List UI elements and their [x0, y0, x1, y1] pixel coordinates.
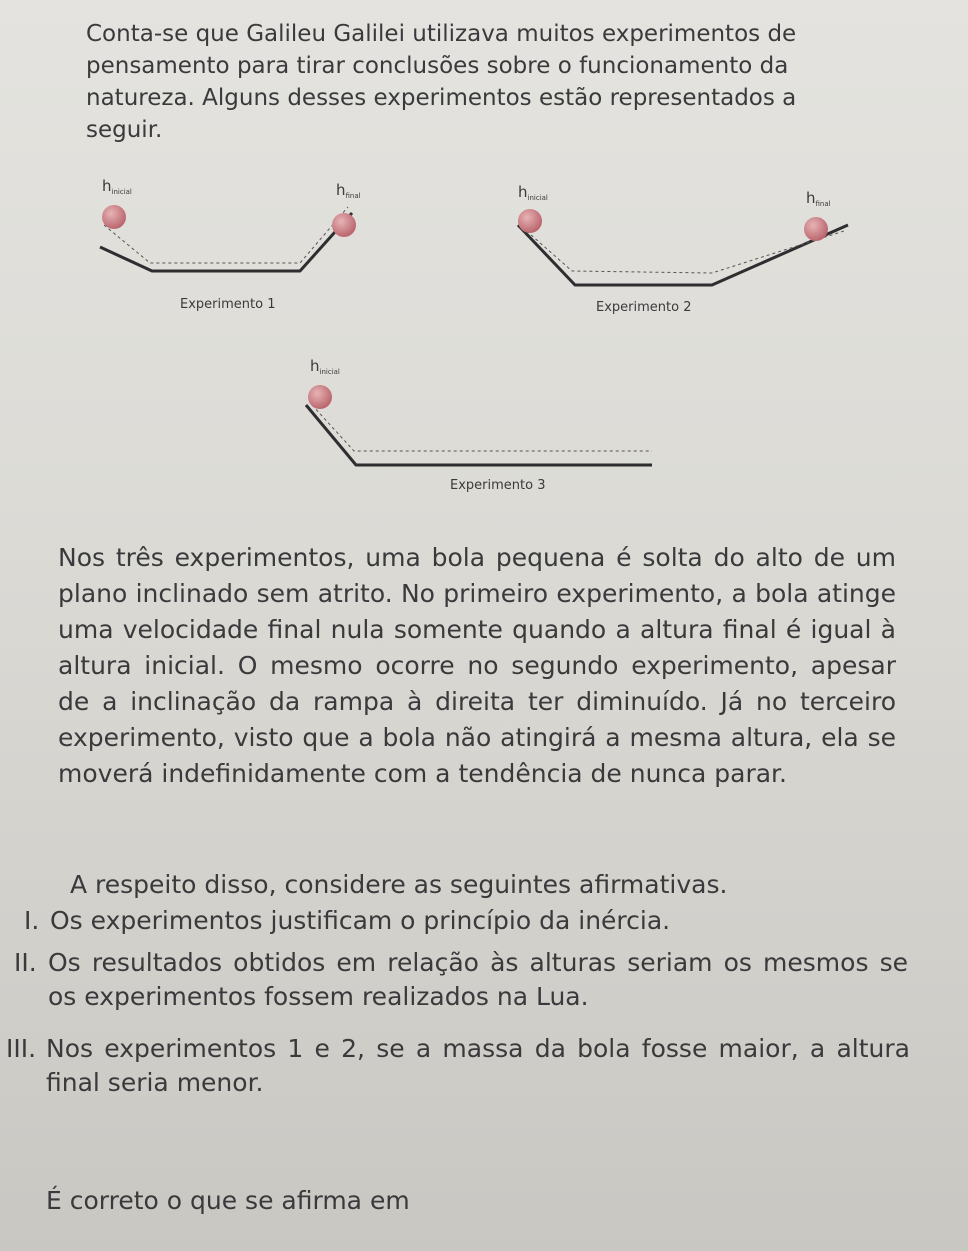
exp2-start-ball [518, 209, 542, 233]
experiment-3-diagram [306, 357, 652, 493]
statement-1-number: I. [24, 906, 40, 935]
experiments-figure [0, 165, 968, 505]
exp3-start-ball [308, 385, 332, 409]
statement-1 [24, 904, 904, 938]
answer-prompt: É correto o que se afirma em [46, 1186, 410, 1215]
exp1-caption: Experimento 1 [180, 297, 276, 312]
exp3-upper-edge [312, 405, 652, 451]
exp3-caption: Experimento 3 [450, 478, 546, 493]
intro-paragraph: Conta-se que Galileu Galilei utilizava muitos experimentos de pensamento para tirar conclusões sobre o funcionamento da natureza. Alguns desses experimentos estão representados a seguir. [86, 21, 797, 143]
exp3-track [306, 405, 652, 465]
statement-2-text: Os resultados obtidos em relação às alturas seriam os mesmos se os experimentos fossem realizados na Lua. [48, 948, 908, 1011]
exp2-h-inicial-label: hinicial [518, 183, 548, 202]
statements-prompt: A respeito disso, considere as seguintes afirmativas. [70, 870, 728, 899]
exp1-upper-edge [104, 207, 348, 263]
exp3-h-inicial-label: hinicial [310, 357, 340, 376]
exp2-caption: Experimento 2 [596, 300, 692, 315]
experiment-2-diagram [518, 183, 848, 315]
exp2-track [518, 225, 848, 285]
exp1-start-ball [102, 205, 126, 229]
statement-3-number: III. [6, 1034, 37, 1063]
description-paragraph: Nos três experimentos, uma bola pequena é solta do alto de um plano inclinado sem atrito. No primeiro experimento, a bola atinge uma velocidade final nula somente quando a altura final é igual à altura inicial. O mesmo ocorre no segundo experimento, apesar de a inclinação da rampa à direita ter diminuído. Já no terceiro experimento, visto que a bola não atingirá a mesma altura, ela se moverá indefinidamente com a tendência de nunca parar. [58, 543, 896, 788]
exp2-final-ball [804, 217, 828, 241]
statement-1-text: Os experimentos justificam o princípio da inércia. [50, 906, 671, 935]
exp1-h-final-label: hfinal [336, 181, 361, 200]
exp2-upper-edge [522, 227, 844, 273]
statement-3-text: Nos experimentos 1 e 2, se a massa da bola fosse maior, a altura final seria menor. [46, 1034, 910, 1097]
statement-2-number: II. [14, 948, 37, 977]
exp1-h-inicial-label: hinicial [102, 177, 132, 196]
exp1-track [100, 213, 352, 271]
exp1-final-ball [332, 213, 356, 237]
experiment-1-diagram [100, 177, 361, 312]
statement-2 [14, 946, 908, 1014]
statement-3 [6, 1032, 910, 1100]
exp2-h-final-label: hfinal [806, 189, 831, 208]
